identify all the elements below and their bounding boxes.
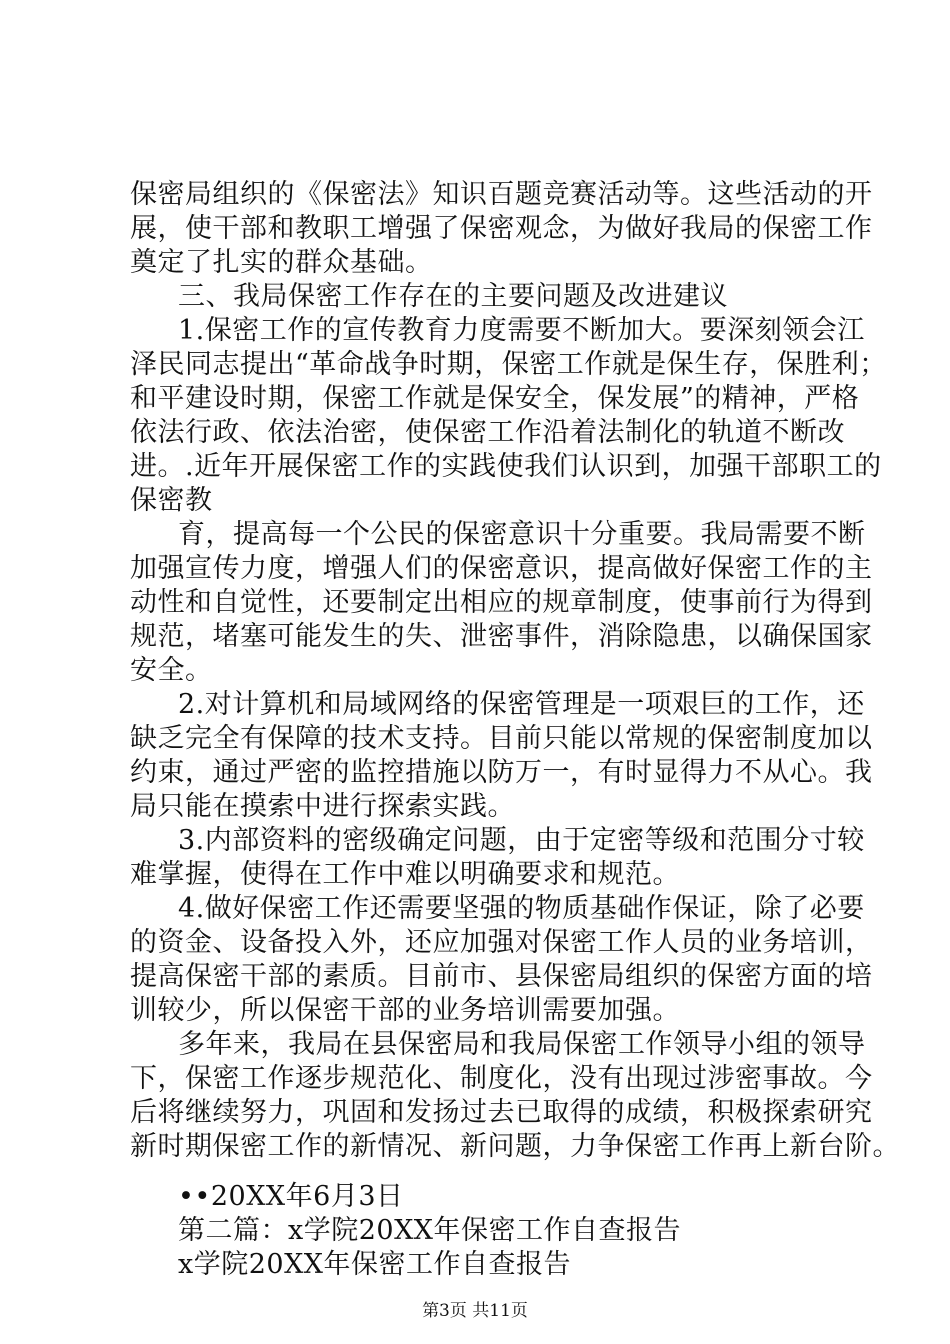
- section-heading: 三、我局保密工作存在的主要问题及改进建议: [178, 281, 728, 312]
- body-text-line: 难掌握，使得在工作中难以明确要求和规范。: [130, 859, 680, 890]
- body-text-line: 加强宣传力度，增强人们的保密意识，提高做好保密工作的主: [130, 553, 873, 584]
- body-text-line: 后将继续努力，巩固和发扬过去已取得的成绩，积极探索研究: [130, 1097, 873, 1128]
- body-text-line: 下，保密工作逐步规范化、制度化，没有出现过涉密事故。今: [130, 1063, 873, 1094]
- body-text-line: 提高保密干部的素质。目前市、县保密局组织的保密方面的培: [130, 961, 873, 992]
- page-number-footer: 第3页 共11页: [422, 1301, 528, 1321]
- body-text-line: 4.做好保密工作还需要坚强的物质基础作保证，除了必要: [178, 893, 865, 924]
- body-text-line: 规范，堵塞可能发生的失、泄密事件，消除隐患，以确保国家: [130, 621, 873, 652]
- body-text-line: 保密局组织的《保密法》知识百题竞赛活动等。这些活动的开: [130, 179, 873, 210]
- body-text-line: 依法行政、依法治密，使保密工作沿着法制化的轨道不断改: [130, 417, 845, 448]
- body-text-line: 缺乏完全有保障的技术支持。目前只能以常规的保密制度加以: [130, 723, 873, 754]
- body-text-line: 奠定了扎实的群众基础。: [130, 247, 433, 278]
- body-text-line: 多年来，我局在县保密局和我局保密工作领导小组的领导: [178, 1029, 866, 1060]
- body-text-line: 展，使干部和教职工增强了保密观念，为做好我局的保密工作: [130, 213, 873, 244]
- body-text-line: 局只能在摸索中进行探索实践。: [130, 791, 515, 822]
- body-text-line: 和平建设时期，保密工作就是保安全，保发展”的精神，严格: [130, 383, 860, 414]
- body-text-line: 1.保密工作的宣传教育力度需要不断加大。要深刻领会江: [178, 315, 865, 346]
- chapter-title: 第二篇：x学院20XX年保密工作自查报告: [178, 1215, 682, 1246]
- body-text-line: 进。.近年开展保密工作的实践使我们认识到，加强干部职工的: [130, 451, 882, 482]
- date-line: ••20XX年6月3日: [178, 1181, 404, 1212]
- body-text-line: 安全。: [130, 655, 213, 686]
- body-text-line: 训较少，所以保密干部的业务培训需要加强。: [130, 995, 680, 1026]
- body-text-line: 的资金、设备投入外，还应加强对保密工作人员的业务培训，: [130, 927, 873, 958]
- body-text-line: 约束，通过严密的监控措施以防万一，有时显得力不从心。我: [130, 757, 873, 788]
- body-text-line: 保密教: [130, 485, 213, 516]
- body-text-line: 育，提高每一个公民的保密意识十分重要。我局需要不断: [178, 519, 866, 550]
- body-text-line: 动性和自觉性，还要制定出相应的规章制度，使事前行为得到: [130, 587, 873, 618]
- body-text-line: 新时期保密工作的新情况、新问题，力争保密工作再上新台阶。: [130, 1131, 900, 1162]
- body-text-line: 2.对计算机和局域网络的保密管理是一项艰巨的工作，还: [178, 689, 865, 720]
- body-text-line: 泽民同志提出“革命战争时期，保密工作就是保生存，保胜利；: [130, 349, 887, 380]
- report-title: x学院20XX年保密工作自查报告: [178, 1249, 572, 1280]
- body-text-line: 3.内部资料的密级确定问题，由于定密等级和范围分寸较: [178, 825, 865, 856]
